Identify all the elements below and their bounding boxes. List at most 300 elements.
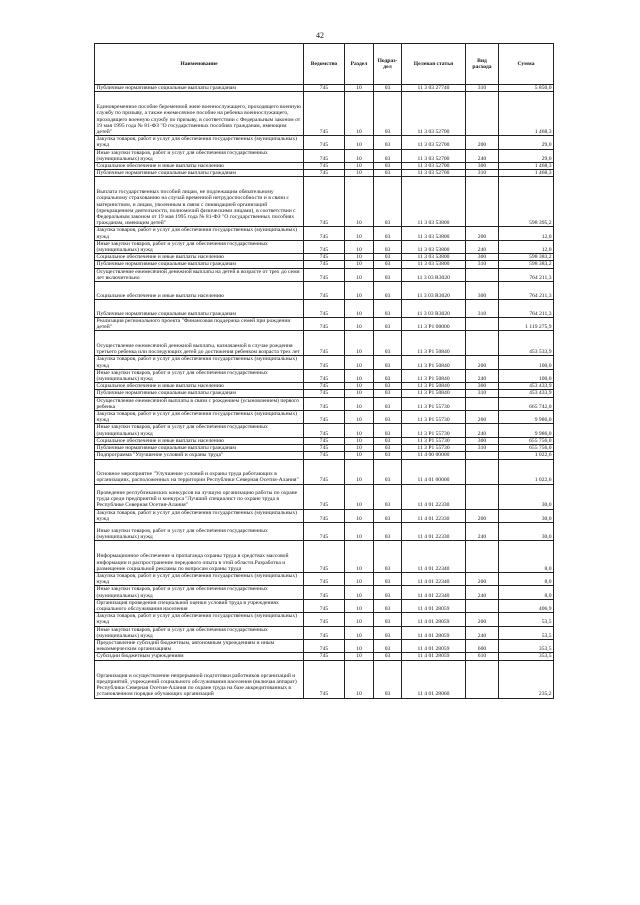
cell-ved: 745 [304,660,345,698]
cell-podrazdel: 03 [374,540,402,572]
table-row [95,170,554,177]
cell-expense-type: 200 [466,356,499,369]
cell-ved: 745 [304,383,345,390]
cell-target-article: 11 4 01 22340 [402,572,466,585]
cell-ved: 745 [304,240,345,253]
cell-ved: 745 [304,177,345,227]
cell-ved: 745 [304,626,345,639]
cell-razdel: 10 [345,653,374,660]
cell-razdel: 10 [345,163,374,170]
cell-expense-type: 310 [466,170,499,177]
cell-razdel: 10 [345,268,374,281]
cell-sum: 5 850,0 [499,85,554,92]
cell-podrazdel: 03 [374,300,402,318]
cell-ved: 745 [304,300,345,318]
cell-name: Иные закупки товаров, работ и услуг для обеспечения государственных (муниципальных) нужд [95,240,304,253]
cell-razdel: 10 [345,227,374,240]
cell-sum: 1 022,6 [499,459,554,484]
cell-ved: 745 [304,227,345,240]
cell-ved: 745 [304,170,345,177]
cell-target-article: 11 4 01 28059 [402,639,466,652]
cell-expense-type: 200 [466,227,499,240]
table-row [95,540,554,572]
cell-expense-type: 240 [466,586,499,599]
cell-expense-type: 200 [466,411,499,424]
cell-expense-type: 200 [466,509,499,522]
cell-razdel: 10 [345,626,374,639]
cell-ved: 745 [304,572,345,585]
cell-podrazdel: 03 [374,484,402,509]
cell-name: Публичные нормативные социальные выплаты гражданам [95,300,304,318]
cell-razdel: 10 [345,599,374,612]
cell-target-article: 11 3 P1 55730 [402,397,466,410]
cell-razdel: 10 [345,331,374,356]
cell-ved: 745 [304,282,345,300]
cell-sum: 9 986,0 [499,411,554,424]
table-row [95,599,554,612]
cell-razdel: 10 [345,572,374,585]
cell-target-article: 11 3 03 52700 [402,149,466,162]
cell-podrazdel: 03 [374,136,402,149]
cell-podrazdel: 03 [374,445,402,452]
cell-sum: 29,0 [499,149,554,162]
cell-razdel: 10 [345,509,374,522]
cell-ved: 745 [304,653,345,660]
cell-razdel: 10 [345,254,374,261]
cell-expense-type: 240 [466,240,499,253]
cell-podrazdel: 03 [374,639,402,652]
cell-podrazdel: 03 [374,227,402,240]
cell-podrazdel: 03 [374,254,402,261]
cell-expense-type [466,92,499,136]
cell-ved: 745 [304,424,345,437]
header-name: Наименование [95,44,304,85]
cell-sum: 30,0 [499,484,554,509]
cell-razdel: 10 [345,170,374,177]
table-row [95,509,554,522]
cell-expense-type: 240 [466,369,499,382]
cell-sum: 9 986,0 [499,424,554,437]
cell-podrazdel: 03 [374,397,402,410]
cell-expense-type: 240 [466,149,499,162]
cell-podrazdel: 03 [374,437,402,444]
cell-name: Иные закупки товаров, работ и услуг для обеспечения государственных (муниципальных) нужд [95,369,304,382]
cell-podrazdel: 03 [374,586,402,599]
cell-sum: 665 742,0 [499,397,554,410]
cell-podrazdel: 03 [374,261,402,268]
cell-razdel: 10 [345,522,374,540]
cell-name: Выплата государственных пособий лицам, не подлежащим обязательному социальному страхованию на случай временной нетрудоспособности и в связи с материнством, и лицам, уволенным в связи с ликвидацией организаций (прекращением деятельности, полномочий физическими лицами), в соответствии с Федеральным законом от 19 мая 1995 года № 81-ФЗ "О государственных пособиях гражданам, имеющим детей" [95,177,304,227]
cell-podrazdel: 03 [374,85,402,92]
cell-razdel: 10 [345,660,374,698]
cell-podrazdel: 03 [374,318,402,331]
cell-razdel: 10 [345,300,374,318]
cell-expense-type [466,318,499,331]
cell-podrazdel: 03 [374,240,402,253]
cell-razdel: 10 [345,540,374,572]
cell-sum: 655 756,0 [499,445,554,452]
table-row [95,613,554,626]
table-row [95,331,554,356]
cell-name: Публичные нормативные социальные выплаты гражданам [95,261,304,268]
cell-razdel: 10 [345,149,374,162]
cell-podrazdel: 03 [374,599,402,612]
cell-name: Социальное обеспечение и иные выплаты населению [95,437,304,444]
cell-sum: 1 468,3 [499,170,554,177]
table-row [95,282,554,300]
table-row [95,383,554,390]
cell-name: Социальное обеспечение и иные выплаты населению [95,163,304,170]
cell-sum: 406,9 [499,599,554,612]
table-row [95,356,554,369]
cell-razdel: 10 [345,318,374,331]
cell-name: Осуществление ежемесячной выплаты в связи с рождением (усыновлением) первого ребенка [95,397,304,410]
cell-sum: 353,5 [499,639,554,652]
cell-name: Социальное обеспечение и иные выплаты населению [95,254,304,261]
cell-name: Закупка товаров, работ и услуг для обеспечения государственных (муниципальных) нужд [95,613,304,626]
cell-podrazdel: 03 [374,149,402,162]
cell-target-article: 11 3 P1 55730 [402,424,466,437]
cell-ved: 745 [304,452,345,459]
cell-ved: 745 [304,261,345,268]
cell-sum: 598 383,2 [499,261,554,268]
cell-target-article: 11 4 01 28059 [402,613,466,626]
cell-podrazdel: 03 [374,452,402,459]
cell-sum: 764 211,3 [499,282,554,300]
table-row [95,227,554,240]
header-expense-type: Вид расхода [466,44,499,85]
cell-name: Закупка товаров, работ и услуг для обеспечения государственных (муниципальных) нужд [95,509,304,522]
cell-target-article: 11 3 P1 55730 [402,437,466,444]
cell-expense-type: 600 [466,639,499,652]
cell-target-article: 11 3 P1 55730 [402,411,466,424]
table-row [95,445,554,452]
table-row [95,397,554,410]
cell-razdel: 10 [345,383,374,390]
table-row [95,300,554,318]
cell-ved: 745 [304,331,345,356]
cell-podrazdel: 03 [374,356,402,369]
cell-ved: 745 [304,613,345,626]
cell-target-article: 11 4 01 22340 [402,540,466,572]
cell-name: Закупка товаров, работ и услуг для обеспечения государственных (муниципальных) нужд [95,227,304,240]
cell-target-article: 11 3 03 53800 [402,240,466,253]
table-body [95,85,554,699]
cell-target-article: 11 3 03 53800 [402,227,466,240]
cell-expense-type: 300 [466,282,499,300]
cell-name: Иные закупки товаров, работ и услуг для обеспечения государственных (муниципальных) нужд [95,586,304,599]
cell-podrazdel: 03 [374,268,402,281]
cell-ved: 745 [304,437,345,444]
cell-expense-type: 310 [466,300,499,318]
cell-razdel: 10 [345,484,374,509]
cell-expense-type [466,599,499,612]
cell-target-article: 11 3 03 52700 [402,136,466,149]
cell-name: Закупка товаров, работ и услуг для обеспечения государственных (муниципальных) нужд [95,136,304,149]
table-row [95,522,554,540]
cell-name: Осуществление ежемесячной денежной выплаты, назначаемой в случае рождения третьего ребенка или последующих детей до достижения ребенком возраста трех лет [95,331,304,356]
cell-razdel: 10 [345,424,374,437]
table-row [95,163,554,170]
table-row [95,626,554,639]
cell-razdel: 10 [345,390,374,397]
cell-ved: 745 [304,369,345,382]
cell-name: Иные закупки товаров, работ и услуг для обеспечения государственных (муниципальных) нужд [95,522,304,540]
cell-sum: 453 533,9 [499,331,554,356]
table-row [95,261,554,268]
cell-sum: 100,0 [499,369,554,382]
header-target-article: Целевая статья [402,44,466,85]
cell-target-article: 11 3 P1 00000 [402,318,466,331]
table-row [95,92,554,136]
cell-podrazdel: 03 [374,653,402,660]
table-row [95,177,554,227]
table-row [95,586,554,599]
header-podrazdel: Подраз-дел [374,44,402,85]
cell-target-article: 11 4 01 22330 [402,509,466,522]
cell-sum: 100,0 [499,356,554,369]
cell-name: Предоставление субсидий бюджетным, автономным учреждениям и иным некоммерческим организациям [95,639,304,652]
cell-expense-type [466,540,499,572]
cell-ved: 745 [304,136,345,149]
cell-podrazdel: 03 [374,163,402,170]
cell-name: Иные закупки товаров, работ и услуг для обеспечения государственных (муниципальных) нужд [95,626,304,639]
cell-name: Реализация регионального проекта "Финансовая поддержка семей при рождении детей" [95,318,304,331]
cell-sum: 453 433,9 [499,383,554,390]
table-row [95,136,554,149]
cell-razdel: 10 [345,397,374,410]
cell-sum: 30,0 [499,522,554,540]
cell-target-article: 11 4 01 22330 [402,484,466,509]
cell-expense-type: 240 [466,522,499,540]
cell-expense-type: 310 [466,261,499,268]
cell-sum: 764 211,3 [499,268,554,281]
cell-target-article: 11 4 01 22340 [402,586,466,599]
table-row [95,318,554,331]
cell-name: Субсидии бюджетным учреждениям [95,653,304,660]
cell-expense-type [466,452,499,459]
cell-razdel: 10 [345,639,374,652]
cell-podrazdel: 03 [374,282,402,300]
cell-expense-type [466,484,499,509]
cell-sum: 53,5 [499,626,554,639]
table-row [95,660,554,698]
cell-ved: 745 [304,318,345,331]
cell-name: Информационное обеспечение и пропаганда охраны труда в средствах массовой информации и распространение передового опыта в этой области.Разработка и размещение социальной рекламы по вопросам охраны труда [95,540,304,572]
cell-name: Закупка товаров, работ и услуг для обеспечения государственных (муниципальных) нужд [95,411,304,424]
cell-target-article: 11 3 03 53800 [402,261,466,268]
cell-sum: 353,5 [499,653,554,660]
cell-razdel: 10 [345,282,374,300]
cell-razdel: 10 [345,452,374,459]
header-ved: Ведомство [304,44,345,85]
cell-target-article: 11 4 00 00000 [402,452,466,459]
cell-podrazdel: 03 [374,626,402,639]
cell-podrazdel: 03 [374,660,402,698]
cell-expense-type [466,459,499,484]
cell-sum: 598 395,2 [499,177,554,227]
cell-podrazdel: 03 [374,411,402,424]
cell-name: Закупка товаров, работ и услуг для обеспечения государственных (муниципальных) нужд [95,356,304,369]
cell-ved: 745 [304,85,345,92]
cell-sum: 235,2 [499,660,554,698]
cell-sum: 8,0 [499,540,554,572]
table-row [95,149,554,162]
cell-podrazdel: 03 [374,92,402,136]
cell-sum: 1 119 275,9 [499,318,554,331]
cell-name: Единовременное пособие беременной жене военнослужащего, проходящего военную службу по призыву, а также ежемесячное пособие на ребенка военнослужащего, проходящего военную службу по призыву, в соответствии с Федеральным законом от 19 мая 1995 года № 81-ФЗ "О государственных пособиях гражданам, имеющим детей" [95,92,304,136]
cell-name: Подпрограмма "Улучшение условий и охраны труда" [95,452,304,459]
cell-sum: 12,0 [499,227,554,240]
cell-target-article: 11 3 03 52700 [402,170,466,177]
cell-ved: 745 [304,397,345,410]
table-row [95,639,554,652]
cell-name: Проведение республиканских конкурсов на лучшую организацию работы по охране труда среди предприятий и конкурса "Лучший специалист по охране труда в Республике Северная Осетия-Алания" [95,484,304,509]
header-sum: Сумма [499,44,554,85]
cell-razdel: 10 [345,459,374,484]
cell-target-article: 11 3 P1 55730 [402,445,466,452]
cell-expense-type [466,177,499,227]
cell-podrazdel: 03 [374,383,402,390]
cell-razdel: 10 [345,85,374,92]
cell-ved: 745 [304,254,345,261]
cell-razdel: 10 [345,369,374,382]
cell-expense-type [466,397,499,410]
cell-podrazdel: 03 [374,170,402,177]
cell-ved: 745 [304,540,345,572]
table-row [95,85,554,92]
cell-ved: 745 [304,268,345,281]
cell-ved: 745 [304,522,345,540]
cell-target-article: 11 4 01 28060 [402,660,466,698]
cell-podrazdel: 03 [374,424,402,437]
cell-target-article: 11 3 03 R3020 [402,282,466,300]
cell-target-article: 11 3 03 27740 [402,85,466,92]
cell-name: Основное мероприятие "Улучшение условий и охраны труда работающих в организациях, расположенных на территории Республики Северная Осетия-Алания" [95,459,304,484]
table-row [95,411,554,424]
cell-target-article: 11 4 01 00000 [402,459,466,484]
cell-ved: 745 [304,163,345,170]
table-row [95,369,554,382]
cell-sum: 8,0 [499,572,554,585]
cell-sum: 655 756,0 [499,437,554,444]
cell-target-article: 11 3 P1 50840 [402,356,466,369]
cell-razdel: 10 [345,92,374,136]
cell-ved: 745 [304,390,345,397]
cell-razdel: 10 [345,356,374,369]
cell-name: Закупка товаров, работ и услуг для обеспечения государственных (муниципальных) нужд [95,572,304,585]
table-header-row [95,44,554,85]
cell-target-article: 11 3 03 53800 [402,177,466,227]
cell-sum: 53,5 [499,613,554,626]
table-row [95,452,554,459]
cell-ved: 745 [304,356,345,369]
cell-ved: 745 [304,92,345,136]
cell-razdel: 10 [345,437,374,444]
budget-table [94,43,554,699]
cell-name: Социальное обеспечение и иные выплаты населению [95,383,304,390]
cell-target-article: 11 4 01 22330 [402,522,466,540]
cell-expense-type: 300 [466,437,499,444]
cell-sum: 1 468,3 [499,163,554,170]
cell-razdel: 10 [345,136,374,149]
cell-sum: 453 433,9 [499,390,554,397]
cell-podrazdel: 03 [374,459,402,484]
cell-name: Организация и осуществление непрерывной подготовки работников организаций и предприятий, учреждений социального обслуживания населения (включая аппарат) Республики Северная Осетия-Алания по охране труда на базе аккредитованных в установленном порядке обучающих организаций [95,660,304,698]
table-row [95,424,554,437]
table-row [95,484,554,509]
cell-podrazdel: 03 [374,390,402,397]
cell-target-article: 11 3 03 52700 [402,92,466,136]
cell-ved: 745 [304,149,345,162]
cell-razdel: 10 [345,613,374,626]
cell-podrazdel: 03 [374,572,402,585]
cell-expense-type: 610 [466,653,499,660]
cell-sum: 764 211,3 [499,300,554,318]
cell-razdel: 10 [345,411,374,424]
cell-podrazdel: 03 [374,369,402,382]
cell-name: Публичные нормативные социальные выплаты гражданам [95,170,304,177]
cell-sum: 1 022,6 [499,452,554,459]
cell-expense-type: 300 [466,254,499,261]
table-row [95,240,554,253]
cell-expense-type: 240 [466,626,499,639]
cell-razdel: 10 [345,177,374,227]
cell-target-article: 11 4 01 28059 [402,599,466,612]
cell-razdel: 10 [345,240,374,253]
cell-target-article: 11 3 03 53800 [402,254,466,261]
cell-podrazdel: 03 [374,331,402,356]
cell-ved: 745 [304,639,345,652]
cell-expense-type: 240 [466,424,499,437]
cell-razdel: 10 [345,261,374,268]
cell-podrazdel: 03 [374,509,402,522]
cell-expense-type: 200 [466,136,499,149]
table-row [95,572,554,585]
cell-name: Социальное обеспечение и иные выплаты населению [95,282,304,300]
cell-ved: 745 [304,586,345,599]
cell-target-article: 11 3 03 R3020 [402,268,466,281]
cell-sum: 1 468,3 [499,92,554,136]
cell-expense-type: 200 [466,572,499,585]
cell-razdel: 10 [345,445,374,452]
cell-target-article: 11 4 01 28059 [402,626,466,639]
cell-expense-type: 300 [466,383,499,390]
cell-sum: 30,0 [499,509,554,522]
cell-ved: 745 [304,484,345,509]
table-row [95,459,554,484]
cell-ved: 745 [304,445,345,452]
cell-expense-type: 310 [466,390,499,397]
cell-target-article: 11 3 03 R3020 [402,300,466,318]
cell-sum: 598 383,2 [499,254,554,261]
cell-ved: 745 [304,599,345,612]
cell-ved: 745 [304,459,345,484]
cell-sum: 8,0 [499,586,554,599]
cell-sum: 12,0 [499,240,554,253]
cell-expense-type: 310 [466,445,499,452]
table-row [95,437,554,444]
cell-target-article: 11 4 01 28059 [402,653,466,660]
table-row [95,254,554,261]
cell-podrazdel: 03 [374,177,402,227]
cell-podrazdel: 03 [374,522,402,540]
cell-target-article: 11 3 P1 50840 [402,369,466,382]
cell-name: Публичные нормативные социальные выплаты гражданам [95,390,304,397]
cell-target-article: 11 3 03 52700 [402,163,466,170]
cell-expense-type: 200 [466,613,499,626]
cell-name: Иные закупки товаров, работ и услуг для обеспечения государственных (муниципальных) нужд [95,424,304,437]
